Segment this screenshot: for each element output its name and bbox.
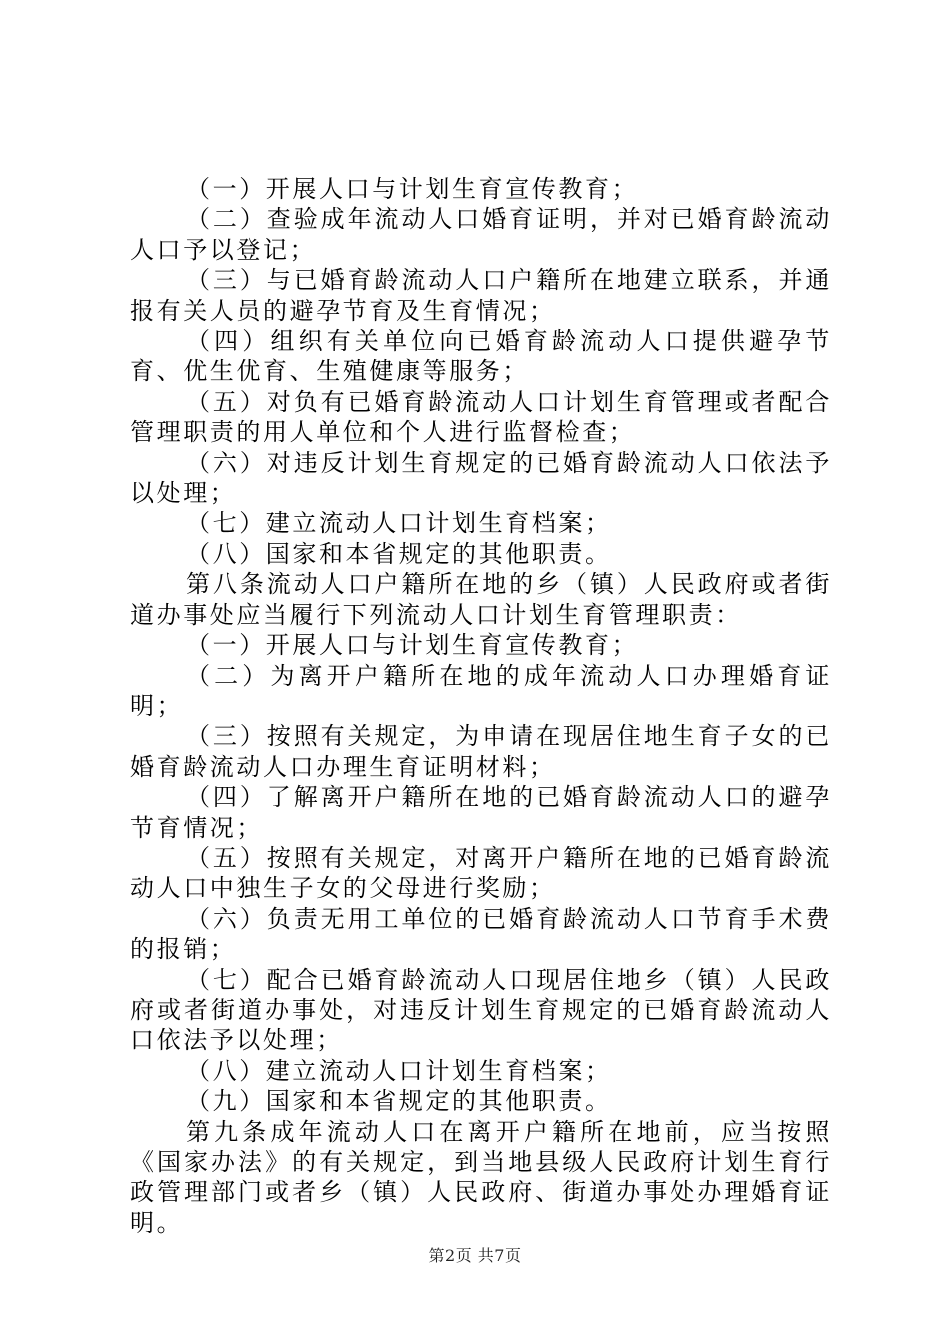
page-number-footer: 第2页 共7页 — [428, 1246, 522, 1265]
article-heading-paragraph: 第九条成年流动人口在离开户籍所在地前，应当按照《国家办法》的有关规定，到当地县级人民政府计划生育行政管理部门或者乡（镇）人民政府、街道办事处办理婚育证明。 — [130, 1117, 832, 1237]
paragraph: （八）建立流动人口计划生育档案； — [186, 1056, 612, 1085]
paragraph: （四）了解离开户籍所在地的已婚育龄流动人口的避孕节育情况； — [130, 783, 832, 842]
paragraph: （三）按照有关规定，为申请在现居住地生育子女的已婚育龄流动人口办理生育证明材料； — [130, 722, 832, 781]
paragraph: （二）查验成年流动人口婚育证明，并对已婚育龄流动人口予以登记； — [130, 205, 832, 264]
paragraph: （七）建立流动人口计划生育档案； — [186, 509, 612, 538]
paragraph: （七）配合已婚育龄流动人口现居住地乡（镇）人民政府或者街道办事处，对违反计划生育规定的已婚育龄流动人口依法予以处理； — [130, 965, 832, 1055]
paragraph: （六）负责无用工单位的已婚育龄流动人口节育手术费的报销； — [130, 904, 832, 964]
paragraph: （三）与已婚育龄流动人口户籍所在地建立联系，并通报有关人员的避孕节育及生育情况； — [130, 266, 832, 325]
paragraph: （八）国家和本省规定的其他职责。 — [186, 539, 612, 568]
paragraph: （九）国家和本省规定的其他职责。 — [186, 1087, 612, 1116]
paragraph: （五）对负有已婚育龄流动人口计划生育管理或者配合管理职责的用人单位和个人进行监督检查； — [130, 387, 832, 447]
paragraph: （四）组织有关单位向已婚育龄流动人口提供避孕节育、优生优育、生殖健康等服务； — [130, 327, 832, 386]
paragraph: （二）为离开户籍所在地的成年流动人口办理婚育证明； — [130, 661, 832, 720]
article-heading-paragraph: 第八条流动人口户籍所在地的乡（镇）人民政府或者街道办事处应当履行下列流动人口计划生育管理职责： — [130, 570, 832, 629]
paragraph: （一）开展人口与计划生育宣传教育； — [186, 631, 639, 660]
document-body — [130, 174, 832, 1238]
paragraph: （一）开展人口与计划生育宣传教育； — [186, 175, 639, 203]
paragraph: （五）按照有关规定，对离开户籍所在地的已婚育龄流动人口中独生子女的父母进行奖励； — [130, 843, 832, 903]
paragraph: （六）对违反计划生育规定的已婚育龄流动人口依法予以处理； — [130, 448, 832, 508]
